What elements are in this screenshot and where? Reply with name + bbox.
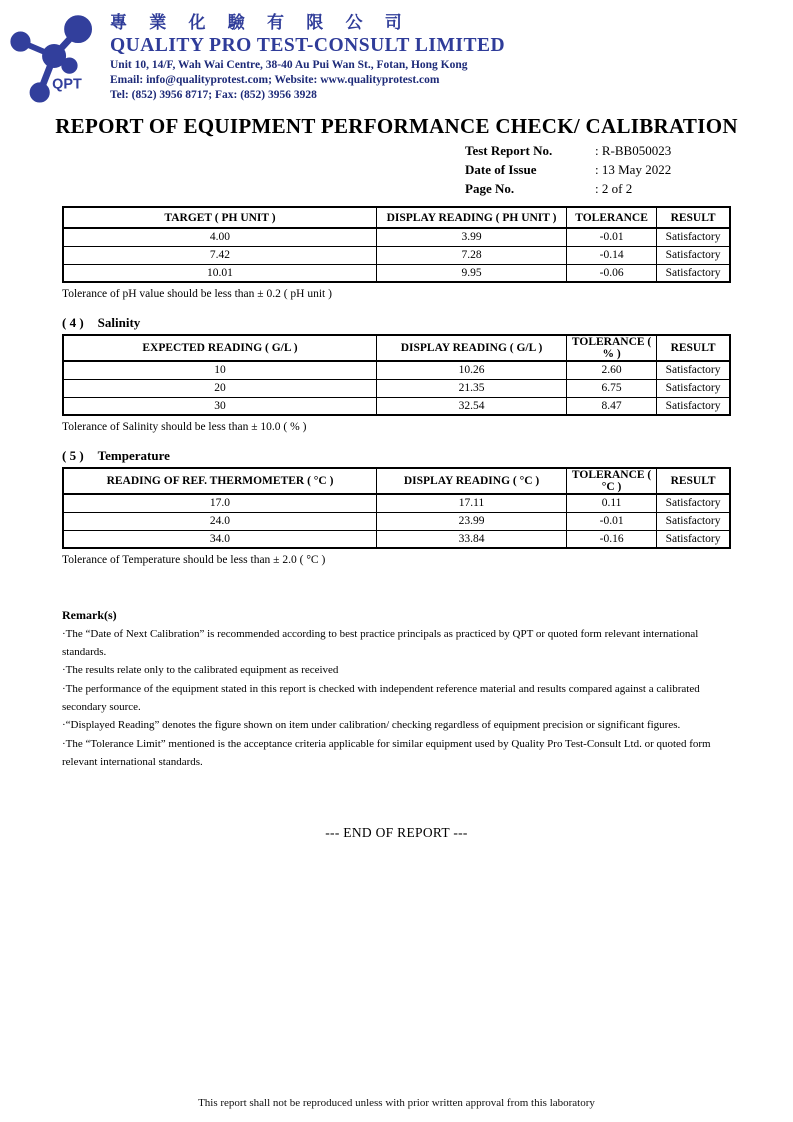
table-cell: 10.26 bbox=[376, 361, 566, 379]
molecule-logo-icon bbox=[8, 8, 104, 104]
table-cell: 23.99 bbox=[376, 512, 566, 530]
table-cell: 32.54 bbox=[376, 397, 566, 415]
remarks-section bbox=[62, 606, 733, 771]
table-cell: 3.99 bbox=[376, 228, 566, 246]
temperature-calibration-table bbox=[62, 467, 731, 549]
table-cell: 0.11 bbox=[567, 494, 657, 512]
table-cell: -0.14 bbox=[567, 246, 657, 264]
table-cell: 9.95 bbox=[376, 264, 566, 282]
table-cell: 24.0 bbox=[63, 512, 376, 530]
salinity-tolerance-note: Tolerance of Salinity should be less than ± 10.0 ( % ) bbox=[62, 421, 307, 433]
table-cell: Satisfactory bbox=[657, 494, 730, 512]
letterhead-text bbox=[110, 12, 793, 103]
report-info-row bbox=[465, 160, 793, 179]
column-header: DISPLAY READING ( G/L ) bbox=[376, 335, 566, 361]
logo-qpt-text: QPT bbox=[52, 76, 82, 93]
table-cell: Satisfactory bbox=[657, 530, 730, 548]
table-cell: 30 bbox=[63, 397, 376, 415]
remarks-list bbox=[62, 625, 733, 771]
temperature-section-heading bbox=[62, 448, 793, 464]
table-header-row bbox=[63, 335, 730, 361]
column-header: EXPECTED READING ( G/L ) bbox=[63, 335, 376, 361]
table-cell: 21.35 bbox=[376, 379, 566, 397]
table-cell: 6.75 bbox=[567, 379, 657, 397]
table-cell: Satisfactory bbox=[657, 361, 730, 379]
table-row bbox=[63, 512, 730, 530]
page-no-value: : 2 of 2 bbox=[595, 181, 633, 196]
table-cell: 7.42 bbox=[63, 246, 376, 264]
company-tel-fax: Tel: (852) 3956 8717; Fax: (852) 3956 3928 bbox=[110, 89, 317, 101]
column-header: READING OF REF. THERMOMETER ( °C ) bbox=[63, 468, 376, 494]
table-row bbox=[63, 397, 730, 415]
table-cell: Satisfactory bbox=[657, 512, 730, 530]
remark-item: ·The “Date of Next Calibration” is recommended according to best practice principals as practiced by QPT or quoted form relevant international standards. bbox=[62, 627, 699, 658]
end-of-report-marker: --- END OF REPORT --- bbox=[325, 824, 468, 840]
table-cell: 17.11 bbox=[376, 494, 566, 512]
table-cell: Satisfactory bbox=[657, 228, 730, 246]
ph-tolerance-note: Tolerance of pH value should be less than ± 0.2 ( pH unit ) bbox=[62, 288, 332, 300]
remark-item: ·The results relate only to the calibrated equipment as received bbox=[62, 664, 339, 676]
section-number: ( 5 ) bbox=[62, 448, 84, 463]
page-footer-disclaimer: This report shall not be reproduced unless with prior written approval from this laboratory bbox=[198, 1097, 595, 1109]
section-name: Salinity bbox=[97, 315, 141, 330]
column-header: TARGET ( PH UNIT ) bbox=[63, 207, 376, 228]
column-header: TOLERANCE ( °C ) bbox=[567, 468, 657, 494]
date-of-issue-value: : 13 May 2022 bbox=[595, 162, 672, 177]
table-row bbox=[63, 379, 730, 397]
table-row bbox=[63, 228, 730, 246]
salinity-calibration-table bbox=[62, 334, 731, 416]
column-header: RESULT bbox=[657, 468, 730, 494]
column-header: DISPLAY READING ( PH UNIT ) bbox=[376, 207, 566, 228]
table-cell: Satisfactory bbox=[657, 264, 730, 282]
table-row bbox=[63, 530, 730, 548]
table-cell: 2.60 bbox=[567, 361, 657, 379]
table-cell: -0.06 bbox=[567, 264, 657, 282]
company-name-chinese: 專 業 化 驗 有 限 公 司 bbox=[110, 13, 411, 32]
table-cell: 33.84 bbox=[376, 530, 566, 548]
table-cell: -0.01 bbox=[567, 228, 657, 246]
remark-item: ·The performance of the equipment stated in this report is checked with independent reference material and results compared against a calibrated secondary source. bbox=[62, 682, 700, 713]
column-header: RESULT bbox=[657, 207, 730, 228]
report-info-row bbox=[465, 179, 793, 198]
table-header-row bbox=[63, 207, 730, 228]
table-header-row bbox=[63, 468, 730, 494]
table-row bbox=[63, 264, 730, 282]
table-cell: 7.28 bbox=[376, 246, 566, 264]
test-report-no-value: : R-BB050023 bbox=[595, 143, 672, 158]
remark-item: ·The “Tolerance Limit” mentioned is the acceptance criteria applicable for similar equipment used by Quality Pro Test-Consult Ltd. or quoted form relevant international standards. bbox=[62, 737, 711, 768]
table-row bbox=[63, 246, 730, 264]
letterhead bbox=[0, 0, 793, 104]
page-no-label: Page No. bbox=[465, 181, 515, 196]
table-cell: 10 bbox=[63, 361, 376, 379]
table-cell: 4.00 bbox=[63, 228, 376, 246]
table-cell: -0.01 bbox=[567, 512, 657, 530]
date-of-issue-label: Date of Issue bbox=[465, 162, 537, 177]
table-cell: -0.16 bbox=[567, 530, 657, 548]
company-logo bbox=[8, 8, 104, 109]
table-cell: 17.0 bbox=[63, 494, 376, 512]
company-email-website: Email: info@qualityprotest.com; Website: www.qualityprotest.com bbox=[110, 74, 440, 86]
company-address: Unit 10, 14/F, Wah Wai Centre, 38-40 Au Pui Wan St., Fotan, Hong Kong bbox=[110, 59, 468, 71]
table-row bbox=[63, 361, 730, 379]
report-title: REPORT OF EQUIPMENT PERFORMANCE CHECK/ CALIBRATION bbox=[55, 114, 738, 138]
remarks-heading: Remark(s) bbox=[62, 608, 117, 622]
table-cell: 34.0 bbox=[63, 530, 376, 548]
table-cell: 10.01 bbox=[63, 264, 376, 282]
table-cell: 8.47 bbox=[567, 397, 657, 415]
salinity-section-heading bbox=[62, 315, 793, 331]
column-header: TOLERANCE bbox=[567, 207, 657, 228]
ph-calibration-table bbox=[62, 206, 731, 283]
column-header: RESULT bbox=[657, 335, 730, 361]
temperature-tolerance-note: Tolerance of Temperature should be less than ± 2.0 ( °C ) bbox=[62, 554, 326, 566]
table-cell: Satisfactory bbox=[657, 246, 730, 264]
report-info-row bbox=[465, 141, 793, 160]
table-row bbox=[63, 494, 730, 512]
remark-item: ·“Displayed Reading” denotes the figure shown on item under calibration/ checking regardless of equipment precision or significant figures. bbox=[62, 719, 681, 731]
table-cell: Satisfactory bbox=[657, 397, 730, 415]
column-header: TOLERANCE ( % ) bbox=[567, 335, 657, 361]
section-name: Temperature bbox=[97, 448, 170, 463]
table-cell: Satisfactory bbox=[657, 379, 730, 397]
test-report-no-label: Test Report No. bbox=[465, 143, 553, 158]
column-header: DISPLAY READING ( °C ) bbox=[376, 468, 566, 494]
report-info-block bbox=[465, 141, 793, 198]
section-number: ( 4 ) bbox=[62, 315, 84, 330]
table-cell: 20 bbox=[63, 379, 376, 397]
company-name: QUALITY PRO TEST-CONSULT LIMITED bbox=[110, 35, 506, 56]
